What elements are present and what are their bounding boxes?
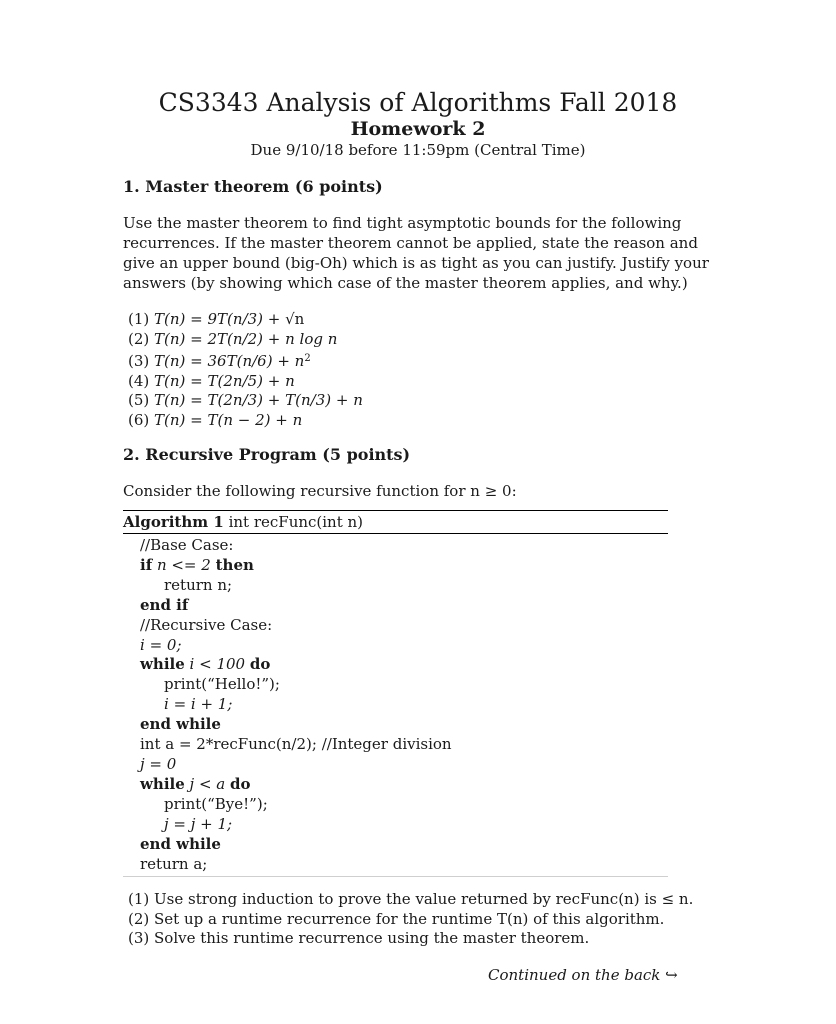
intro-line: Use the master theorem to find tight asymptotic bounds for the following	[123, 214, 682, 232]
algorithm-top-rule	[123, 510, 668, 511]
section-1-intro	[123, 213, 709, 293]
recurrence-list	[128, 310, 363, 431]
code-line: i = 0;	[140, 635, 182, 654]
intro-line: give an upper bound (big-Oh) which is as tight as you can justify. Justify your	[123, 254, 709, 272]
intro-line: recurrences. If the master theorem cannot be applied, state the reason and	[123, 234, 698, 252]
algorithm-caption	[123, 513, 363, 531]
code-line: return a;	[140, 854, 208, 873]
code-line: int a = 2*recFunc(n/2); //Integer division	[140, 735, 452, 754]
due-date: Due 9/10/18 before 11:59pm (Central Time)	[250, 141, 586, 159]
question-item: (3) Solve this runtime recurrence using the master theorem.	[128, 929, 590, 947]
algorithm-body	[140, 536, 452, 874]
recurrence-item: (5) T(n) = T(2n/3) + T(n/3) + n	[128, 391, 363, 410]
recurrence-item: (6) T(n) = T(n − 2) + n	[128, 410, 303, 429]
code-line: i = i + 1;	[164, 695, 233, 714]
code-line: //Base Case:	[140, 536, 234, 554]
code-line: end if	[140, 595, 189, 614]
question-item: (2) Set up a runtime recurrence for the runtime T(n) of this algorithm.	[128, 909, 665, 928]
recurrence-item: (4) T(n) = T(2n/5) + n	[128, 371, 295, 390]
homework-number: Homework 2	[350, 118, 486, 140]
code-line: j = 0	[140, 754, 177, 773]
section-1-heading: 1. Master theorem (6 points)	[123, 177, 383, 196]
code-line: while i < 100 do	[140, 655, 271, 674]
code-line: j = j + 1;	[164, 814, 233, 833]
code-line: while j < a do	[140, 774, 251, 793]
section-2-heading: 2. Recursive Program (5 points)	[123, 445, 411, 464]
code-line: //Recursive Case:	[140, 615, 273, 634]
algorithm-bottom-rule	[123, 876, 668, 877]
algorithm-label: Algorithm 1	[123, 513, 224, 531]
code-line: end while	[140, 834, 221, 853]
code-line: print(“Bye!”);	[164, 794, 268, 813]
algorithm-mid-rule	[123, 533, 668, 534]
recurrence-item: (1) T(n) = 9T(n/3) + √n	[128, 310, 305, 328]
code-line: print(“Hello!”);	[164, 675, 280, 694]
algorithm-signature: int recFunc(int n)	[228, 513, 364, 531]
intro-line: answers (by showing which case of the master theorem applies, and why.)	[123, 274, 688, 292]
question-item: (1) Use strong induction to prove the value returned by recFunc(n) is ≤ n.	[128, 890, 694, 908]
code-line: return n;	[164, 575, 233, 594]
section-2-intro: Consider the following recursive function for n ≥ 0:	[123, 482, 517, 500]
continued-note: Continued on the back ↪	[488, 966, 678, 984]
code-line: if n <= 2 then	[140, 555, 254, 574]
code-line: end while	[140, 715, 221, 734]
question-list	[128, 890, 693, 949]
document-title: CS3343 Analysis of Algorithms Fall 2018	[158, 88, 678, 117]
recurrence-item: (3) $T(n) = 36T(n/6) + n^2$	[128, 352, 311, 371]
recurrence-item: (2) T(n) = 2T(n/2) + n log n	[128, 329, 338, 348]
